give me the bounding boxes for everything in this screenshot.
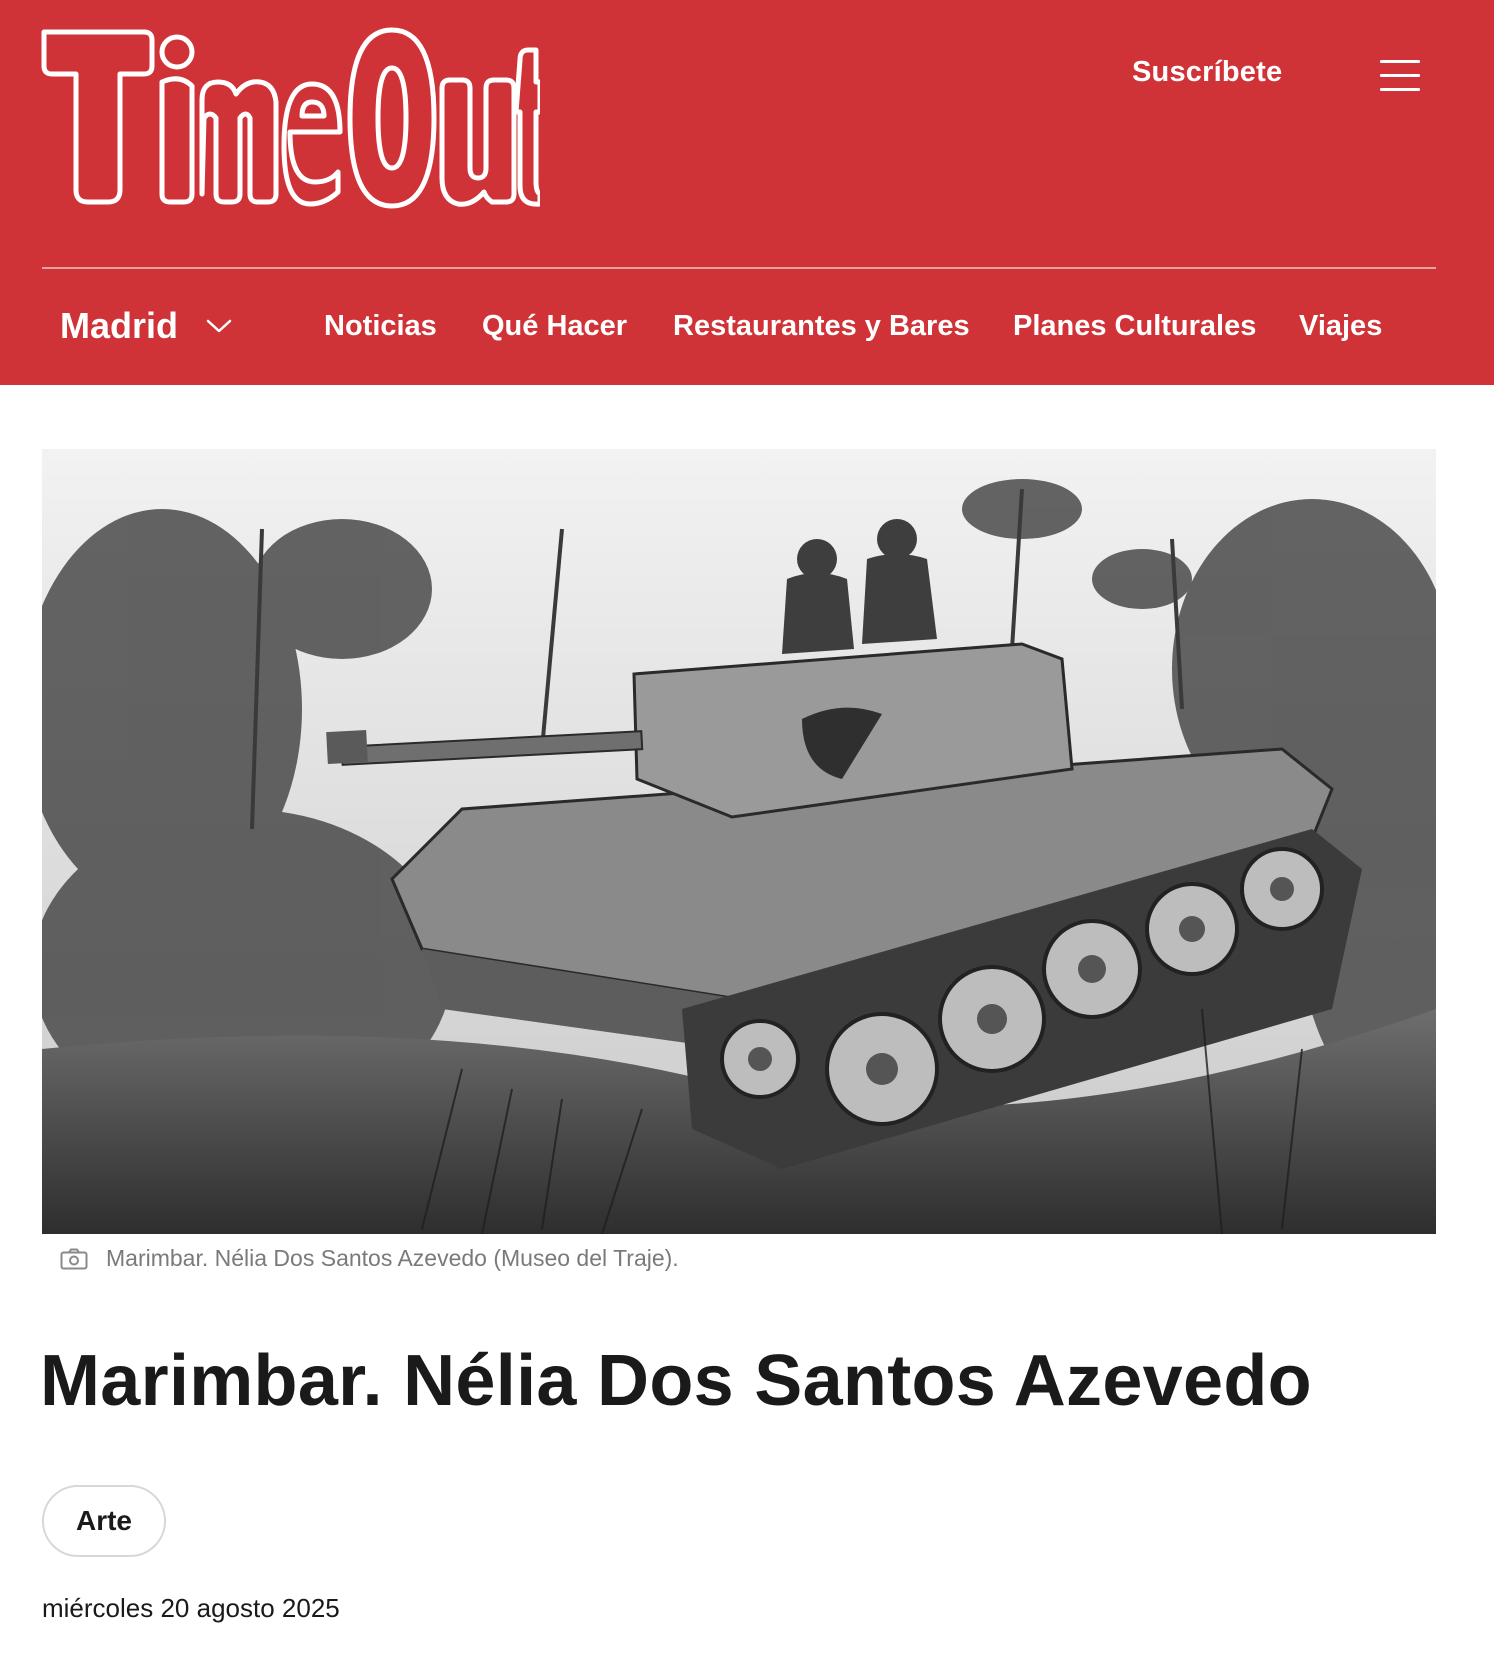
header-divider xyxy=(42,267,1436,269)
nav-item-noticias[interactable]: Noticias xyxy=(324,310,437,342)
hero-image xyxy=(42,449,1436,1234)
category-tag[interactable]: Arte xyxy=(42,1485,166,1557)
nav-item-restaurantes-y-bares[interactable]: Restaurantes y Bares xyxy=(673,310,970,342)
hamburger-menu-icon[interactable] xyxy=(1380,58,1420,92)
nav-item-planes-culturales[interactable]: Planes Culturales xyxy=(1013,310,1257,342)
nav-item-que-hacer[interactable]: Qué Hacer xyxy=(482,310,628,342)
nav-item-viajes[interactable]: Viajes xyxy=(1299,310,1383,342)
site-header xyxy=(0,0,1494,385)
subscribe-button[interactable]: Suscríbete xyxy=(1132,56,1283,88)
caption-text: Marimbar. Nélia Dos Santos Azevedo (Museo del Traje). xyxy=(106,1245,679,1271)
tank-photo xyxy=(42,449,1436,1234)
article-date: miércoles 20 agosto 2025 xyxy=(42,1593,340,1623)
camera-icon xyxy=(60,1248,88,1270)
city-label: Madrid xyxy=(60,305,179,346)
article-title: Marimbar. Nélia Dos Santos Azevedo xyxy=(40,1341,1312,1421)
time-out-logo[interactable] xyxy=(40,22,540,222)
main-nav xyxy=(0,310,1494,350)
hero-caption xyxy=(60,1245,679,1272)
